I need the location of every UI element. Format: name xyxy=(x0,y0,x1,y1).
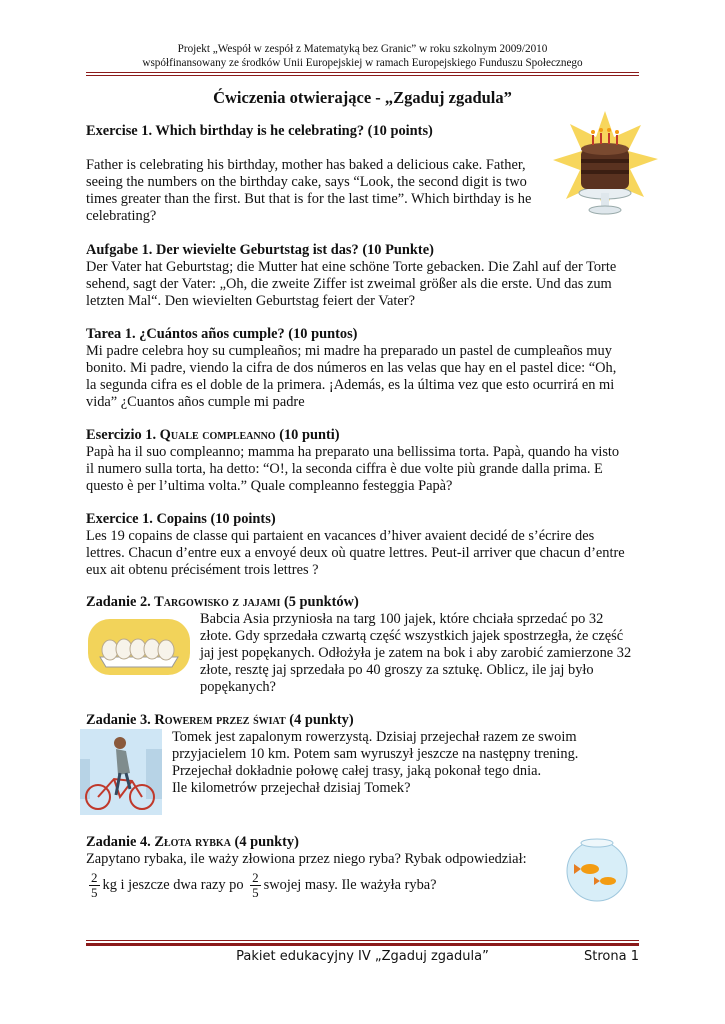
text-line: popękanych? xyxy=(200,679,276,695)
exercise-1-german xyxy=(86,242,639,310)
exercise-1-english xyxy=(86,123,546,225)
project-header-line2: współfinansowany ze środków Unii Europejskiej w ramach Europejskiego Funduszu Społecznego xyxy=(142,57,583,69)
task-2-text xyxy=(200,611,639,696)
project-header-line1: Projekt „Wespół w zespół z Matematyką bez Granic” w roku szkolnym 2009/2010 xyxy=(177,43,548,55)
fraction-two-fifths: $\frac{2}{5}$ xyxy=(252,870,259,900)
text-line: bonito. Mi padre, viendo la cifra de dos números en las velas que hay en el pastel dice: “Oh, xyxy=(86,360,617,376)
exercise-1-spanish xyxy=(86,326,639,411)
egg-carton-picture xyxy=(86,617,192,677)
text-line: lettres. Chacun d’entre eux a envoyé deux où quatre lettres. Peut-il arriver que chacun d’entre xyxy=(86,545,625,561)
text-line: Papà ha il suo compleanno; mamma ha preparato una bellissima torta. Papà, quando ha visto xyxy=(86,444,620,460)
text-line: jaj jest popękanych. Odłożyła je zatem na bok i aby zarobić zamierzone 32 xyxy=(200,645,632,661)
header-rule-2 xyxy=(86,75,639,76)
text-line: Zapytano rybaka, ile waży złowiona przez niego ryba? Rybak odpowiedział: xyxy=(86,851,527,867)
text-line: questo è per l’ultima volta.” Quale compleanno festeggia Papà? xyxy=(86,478,453,494)
exercise-1-french xyxy=(86,511,639,579)
text-line: celebrating? xyxy=(86,208,157,224)
task-2-heading: Zadanie 2. Targowisko z jajami (5 punktów) xyxy=(86,594,359,610)
header-rule xyxy=(86,72,639,73)
footer-rule xyxy=(86,940,639,941)
text-line: Tomek jest zapalonym rowerzystą. Dzisiaj przejechał razem ze swoim xyxy=(172,729,577,745)
text-line: Les 19 copains de classe qui partaient en vacances d’hiver avaient decidé de s’écrire des xyxy=(86,528,595,544)
footer-title: Pakiet edukacyjny IV „Zgaduj zgadula” xyxy=(236,949,489,964)
exercise-heading: Exercice 1. Copains (10 points) xyxy=(86,511,276,527)
text-line: il numero sulla torta, ha detto: “O!, la seconda ciffra è due volte più grande dalla prima. E xyxy=(86,461,603,477)
cyclist-picture xyxy=(80,729,162,815)
text-line: Przejechał dokładnie połowę całej trasy, jaką pokonał tego dnia. xyxy=(172,763,542,779)
text-line: Father is celebrating his birthday, mother has baked a delicious cake. Father, xyxy=(86,157,526,173)
text-line: letzten Mal“. Den wievielten Geburtstag feiert der Vater? xyxy=(86,293,415,309)
text-line: vida” ¿Cuantos años cumple mi padre xyxy=(86,394,305,410)
exercise-1-italian xyxy=(86,427,639,495)
footer-rule-thick xyxy=(86,943,639,946)
text-line: Ile kilometrów przejechał dzisiaj Tomek? xyxy=(172,780,411,796)
text-line: times greater than the first. But that is for the last time”. Which birthday is he xyxy=(86,191,532,207)
text-line: złote, resztę jaj sprzedała po 40 groszy za sztukę. Oblicz, ile jaj było xyxy=(200,662,594,678)
text-line: Mi padre celebra hoy su cumpleaños; mi madre ha preparado un pastel de cumpleaños muy xyxy=(86,343,612,359)
text-line: sehend, sagt der Vater: „Oh, die zweite Ziffer ist zweimal größer als die erste. Und das zum xyxy=(86,276,612,292)
birthday-cake-picture xyxy=(548,107,663,222)
fraction-two-fifths: $\frac{2}{5}$ xyxy=(91,870,98,900)
text-line: la segunda cifra es el doble de la primera. ¡Además, es la última vez que esto ocurrirá en mi xyxy=(86,377,615,393)
exercise-heading: Aufgabe 1. Der wievielte Geburtstag ist das? (10 Punkte) xyxy=(86,242,434,258)
task-4-heading: Zadanie 4. Złota rybka (4 punkty) xyxy=(86,834,299,850)
text-line: Der Vater hat Geburtstag; die Mutter hat eine schöne Torte gebacken. Die Zahl auf der Torte xyxy=(86,259,617,275)
text-line: przyjacielem 10 km. Potem sam wyruszył jeszcze na następny trening. xyxy=(172,746,579,762)
page-title: Ćwiczenia otwierające - „Zgaduj zgadula” xyxy=(213,88,512,107)
exercise-heading: Exercise 1. Which birthday is he celebrating? (10 points) xyxy=(86,123,433,139)
text-line: eux ait obtenu précisément trois lettres ? xyxy=(86,562,319,578)
text-line: seeing the numbers on the birthday cake, says “Look, the second digit is two xyxy=(86,174,527,190)
fraction-line: $\frac{2}{5}$ kg i jeszcze dwa razy po $\frac{2}{5}$ swojej masy. Ile ważyła ryba? xyxy=(91,870,437,900)
goldfish-bowl-picture xyxy=(556,823,638,909)
exercise-heading: Esercizio 1. Quale compleanno (10 punti) xyxy=(86,427,340,443)
page-number: Strona 1 xyxy=(584,949,639,964)
task-4 xyxy=(86,834,556,900)
text-line: złote. Gdy sprzedała czwartą część wszystkich jajek spostrzegła, że część xyxy=(200,628,624,644)
task-3-text xyxy=(172,729,639,797)
task-3-heading: Zadanie 3. Rowerem przez świat (4 punkty) xyxy=(86,712,354,728)
exercise-heading: Tarea 1. ¿Cuántos años cumple? (10 puntos) xyxy=(86,326,358,342)
text-line: Babcia Asia przyniosła na targ 100 jajek, które chciała sprzedać po 32 xyxy=(200,611,604,627)
